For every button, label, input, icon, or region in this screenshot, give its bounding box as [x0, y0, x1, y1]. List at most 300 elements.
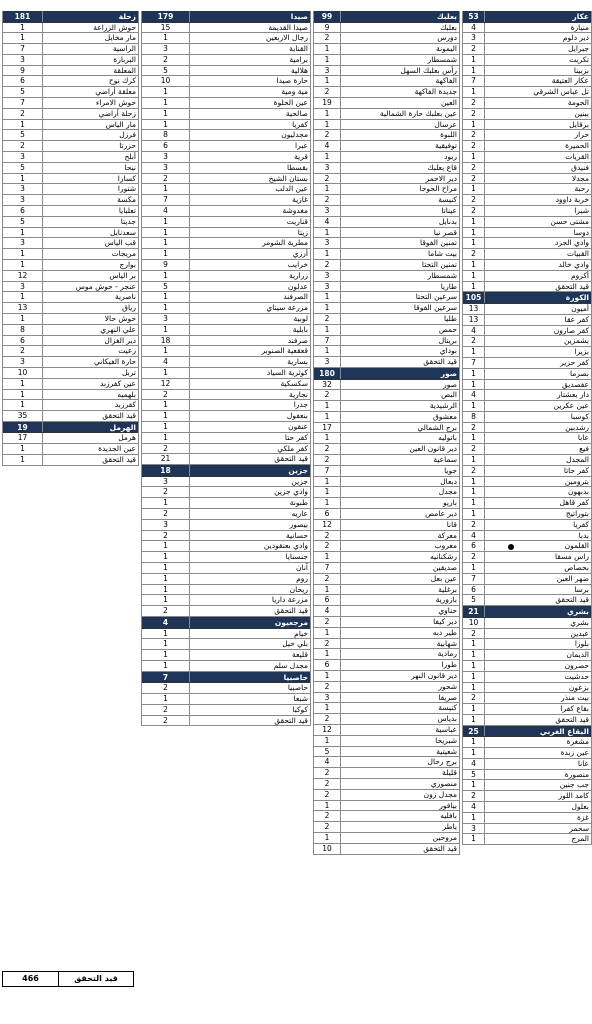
town-count: 1 [142, 411, 190, 421]
town-name: بلهميه [117, 389, 136, 399]
table-row [463, 563, 591, 574]
town-count: 1 [314, 801, 341, 811]
table-row [142, 629, 310, 640]
table-row [463, 552, 591, 563]
table-row [142, 595, 310, 606]
table-row [142, 228, 310, 239]
town-count: 35 [3, 411, 43, 421]
town-name: كوكبا [292, 704, 308, 714]
town-name: ببنين [574, 108, 589, 118]
town-name: رمادية [437, 649, 457, 659]
section-total: 105 [463, 292, 485, 303]
table-row [314, 260, 459, 271]
town-count: 8 [3, 325, 43, 335]
town-name: برسا [574, 584, 589, 594]
table-row [3, 314, 138, 325]
town-name: مجدل زون [423, 789, 457, 799]
table-row [142, 33, 310, 44]
town-name: رجال الاربعين [265, 33, 308, 43]
town-count: 1 [463, 672, 485, 682]
town-count: 1 [142, 249, 190, 259]
table-row [314, 184, 459, 195]
town-name: عين زبدة [560, 748, 589, 757]
town-name: حمص [438, 324, 457, 334]
town-count: 13 [3, 303, 43, 313]
table-row [142, 217, 310, 228]
town-name: بدبا [578, 530, 589, 540]
town-name: عين بعل [430, 573, 457, 583]
town-count: 1 [3, 455, 43, 465]
section-title: صيدا [290, 12, 308, 21]
table-row [314, 585, 459, 596]
section-title: الكورة [565, 293, 589, 303]
town-count: 1 [314, 412, 341, 422]
town-count: 1 [463, 184, 485, 194]
table-row [314, 357, 459, 368]
town-count: 1 [463, 639, 485, 649]
town-name: عكار العتيقة [551, 76, 589, 86]
town-count: 1 [463, 780, 485, 790]
town-name: دير الغزال [104, 335, 136, 345]
town-count: 1 [463, 487, 485, 497]
table-row [463, 336, 591, 347]
table-row [314, 98, 459, 109]
town-count: 2 [142, 509, 190, 519]
town-count: 1 [314, 109, 341, 119]
section-total: 180 [314, 368, 341, 379]
table-row [3, 23, 138, 34]
table-row [314, 477, 459, 488]
town-name: حناوي [438, 606, 457, 616]
town-name: المرج [571, 834, 589, 844]
table-row [314, 23, 459, 34]
section-total: 99 [314, 11, 341, 22]
town-name: طبونة [289, 498, 308, 508]
town-count: 2 [463, 195, 485, 205]
town-count: 2 [463, 130, 485, 140]
section-header [463, 292, 591, 304]
table-row [314, 574, 459, 585]
town-count: 1 [463, 433, 485, 443]
table-row [463, 326, 591, 337]
table-row [142, 563, 310, 574]
table-row [142, 694, 310, 705]
town-name: نجارية [289, 389, 308, 399]
table-row [142, 509, 310, 520]
table-row [142, 541, 310, 552]
table-row [463, 76, 591, 87]
section-title: جزين [288, 466, 308, 476]
town-count: 3 [3, 55, 43, 65]
town-name: رحبة [574, 184, 589, 194]
town-count: 2 [314, 130, 341, 140]
town-name: منصورة [564, 769, 589, 779]
table-row [463, 304, 591, 315]
table-row [142, 314, 310, 325]
table-row [314, 639, 459, 650]
town-count: 4 [314, 606, 341, 616]
town-name: القلمون [564, 541, 589, 551]
town-name: بترومين [564, 476, 589, 486]
town-count: 1 [142, 217, 190, 227]
town-count: 1 [463, 271, 485, 281]
town-count: 2 [314, 714, 341, 724]
table-row [142, 98, 310, 109]
table-row [142, 23, 310, 34]
town-count: 13 [463, 315, 485, 325]
town-count: 1 [142, 563, 190, 573]
table-row [463, 163, 591, 174]
table-row [463, 574, 591, 585]
town-name: مغدوشة [282, 206, 308, 216]
table-row [314, 346, 459, 357]
town-name: أرزي [292, 249, 308, 259]
town-count: 3 [314, 206, 341, 216]
town-count: 5 [314, 747, 341, 757]
table-row [142, 454, 310, 465]
town-name: اليمونة [436, 44, 457, 54]
town-name: بزبينا [573, 65, 589, 75]
town-name: سرعين التحتا [415, 292, 457, 302]
town-count: 4 [314, 217, 341, 227]
town-count: 1 [314, 44, 341, 54]
town-count: 3 [3, 282, 43, 292]
town-count: 10 [142, 76, 190, 86]
town-name: شبريحا [435, 735, 457, 745]
section-header [463, 606, 591, 618]
table-row [314, 801, 459, 812]
town-name: حارة الفيكاني [93, 357, 136, 367]
table-row [463, 824, 591, 835]
town-count: 3 [3, 357, 43, 367]
table-row [463, 130, 591, 141]
table-row [142, 357, 310, 368]
town-name: طاريا [440, 281, 457, 291]
table-row [463, 466, 591, 477]
town-count: 1 [142, 325, 190, 335]
town-count: 1 [3, 379, 43, 389]
town-count: 1 [314, 152, 341, 162]
town-name: معلقة أراضي [95, 87, 136, 97]
town-name: الديمان [566, 650, 589, 660]
town-count: 1 [142, 661, 190, 671]
town-name: تمنين الفوقا [420, 238, 457, 248]
table-row [463, 498, 591, 509]
table-row [3, 184, 138, 195]
town-name: العين [441, 98, 457, 108]
table-row [314, 487, 459, 498]
town-name: بدبهون [568, 487, 589, 497]
town-count: 2 [314, 87, 341, 97]
section-title: البقاع الغربي [539, 726, 589, 736]
town-count: 2 [314, 531, 341, 541]
table-row [142, 55, 310, 66]
town-count: 15 [142, 23, 190, 33]
table-row [463, 238, 591, 249]
table-row [3, 217, 138, 228]
table-row [314, 628, 459, 639]
town-name: بزعون [568, 682, 589, 692]
table-row [314, 303, 459, 314]
town-name: دبعال [440, 476, 457, 486]
town-count: 3 [314, 282, 341, 292]
town-name: عين الحلوة [273, 98, 308, 108]
town-name: حسانية [286, 530, 308, 540]
town-name: جديتا [120, 216, 136, 226]
town-count: 7 [142, 195, 190, 205]
town-name: كنيسة [438, 703, 457, 713]
section-total: 53 [463, 11, 485, 22]
table-row [463, 141, 591, 152]
bullet-mark [508, 544, 514, 550]
table-row [142, 184, 310, 195]
table-row [3, 76, 138, 87]
town-count: 1 [314, 55, 341, 65]
section-title: حاصبيا [283, 672, 308, 682]
table-row [3, 66, 138, 77]
town-count: 9 [142, 260, 190, 270]
town-count: 4 [463, 802, 485, 812]
town-name: صديقين [432, 563, 457, 573]
town-name: عانا [577, 758, 589, 768]
section-header [463, 726, 591, 738]
town-count: 3 [314, 693, 341, 703]
town-count: 1 [463, 120, 485, 130]
town-name: خرايب [287, 260, 308, 270]
town-count: 1 [463, 282, 485, 292]
table-row [3, 455, 138, 466]
table-row [142, 163, 310, 174]
town-count: 2 [314, 541, 341, 551]
table-row [314, 206, 459, 217]
town-count: 2 [142, 55, 190, 65]
table-row [3, 292, 138, 303]
town-count: 1 [3, 228, 43, 238]
town-name: صالحية [285, 108, 308, 118]
town-count: 4 [463, 759, 485, 769]
town-count: 1 [314, 736, 341, 746]
town-count: 7 [314, 336, 341, 346]
table-row [142, 238, 310, 249]
town-count: 1 [463, 87, 485, 97]
section-title: بشري [567, 607, 589, 617]
table-row [314, 649, 459, 660]
town-count: 2 [314, 682, 341, 692]
town-name: ياطر [442, 822, 457, 832]
table-row [463, 369, 591, 380]
town-name: مزرعة داريا [271, 595, 308, 605]
section-total: 18 [142, 465, 190, 476]
town-name: الحميرة [565, 141, 589, 151]
table-row [463, 585, 591, 596]
town-count: 2 [314, 195, 341, 205]
town-count: 1 [463, 369, 485, 379]
table-row [314, 55, 459, 66]
table-row [314, 238, 459, 249]
town-name: دير قانون النهر [411, 671, 457, 681]
table-row [314, 314, 459, 325]
table-row [463, 55, 591, 66]
town-count: 1 [142, 238, 190, 248]
town-count: 6 [314, 660, 341, 670]
town-count: 13 [463, 304, 485, 314]
table-row [314, 292, 459, 303]
table-row [142, 282, 310, 293]
town-name: حارة صيدا [276, 76, 308, 86]
table-row [142, 141, 310, 152]
table-row [3, 400, 138, 411]
table-row [3, 411, 138, 422]
table-row [3, 379, 138, 390]
town-count: 1 [463, 347, 485, 357]
town-count: 1 [142, 271, 190, 281]
town-count: 2 [314, 822, 341, 832]
town-name: كفر حزير [560, 357, 589, 367]
town-count: 3 [142, 477, 190, 487]
table-row [314, 606, 459, 617]
town-count: 17 [3, 433, 43, 443]
town-count: 4 [463, 23, 485, 33]
town-name: رأس بعلبك السهل [400, 65, 457, 75]
town-count: 1 [463, 55, 485, 65]
town-name: مزرعة سيناي [266, 303, 308, 313]
town-count: 6 [463, 585, 485, 595]
table-row [463, 315, 591, 326]
town-count: 2 [463, 44, 485, 54]
town-name: بابلية [292, 324, 308, 334]
table-row [314, 541, 459, 552]
table-row [142, 76, 310, 87]
town-count: 1 [463, 152, 485, 162]
table-row [3, 163, 138, 174]
table-row [314, 152, 459, 163]
town-name: كفر صارون [553, 325, 589, 335]
table-row [142, 650, 310, 661]
table-row [463, 423, 591, 434]
town-count: 2 [463, 98, 485, 108]
town-count: 2 [314, 768, 341, 778]
table-row [314, 271, 459, 282]
town-count: 3 [3, 184, 43, 194]
town-count: 2 [314, 574, 341, 584]
table-row [142, 661, 310, 672]
table-row [463, 595, 591, 606]
table-row [142, 477, 310, 488]
town-name: عين عكرين [553, 401, 589, 411]
table-row [314, 228, 459, 239]
town-name: كرك نوح [108, 76, 136, 86]
table-row [3, 55, 138, 66]
town-name: تل عباس الشرقي [533, 87, 589, 97]
table-row [142, 260, 310, 271]
town-count: 7 [3, 44, 43, 54]
town-name: دورس [437, 33, 457, 43]
town-name: جبرايل [568, 44, 589, 54]
town-name: فيع [579, 444, 589, 454]
town-name: حوش الزراعة [93, 22, 136, 32]
town-name: مجدل سلم [273, 660, 308, 670]
town-count: 1 [142, 552, 190, 562]
town-name: معركة [437, 530, 457, 540]
table-row [142, 109, 310, 120]
town-count: 1 [463, 683, 485, 693]
town-name: قعقعية الصنوبر [261, 346, 308, 356]
town-count: 4 [314, 141, 341, 151]
town-name: طير دبه [432, 627, 457, 637]
town-name: مراح الحوجا [419, 184, 457, 194]
table-row [142, 411, 310, 422]
table-row [314, 423, 459, 434]
table-row [463, 737, 591, 748]
town-count: 1 [314, 585, 341, 595]
town-count: 10 [463, 618, 485, 628]
table-row [3, 33, 138, 44]
table-row [142, 400, 310, 411]
town-name: قيد التحقق [102, 411, 136, 421]
table-row [314, 455, 459, 466]
table-row [463, 618, 591, 629]
table-row [314, 325, 459, 336]
table-row [463, 455, 591, 466]
town-count: 2 [463, 444, 485, 454]
town-name: بعلبك [440, 22, 457, 32]
town-name: المعلقة [113, 65, 136, 75]
section-header [314, 368, 459, 380]
town-count: 6 [314, 595, 341, 605]
town-name: قيد التحقق [423, 357, 457, 367]
town-count: 5 [3, 130, 43, 140]
town-name: الصرفند [283, 292, 308, 302]
table-row [463, 87, 591, 98]
town-name: دير قانون العين [409, 444, 457, 454]
town-name: عين بعلبك حارة الشمالية [379, 108, 457, 118]
town-name: البص [441, 390, 457, 400]
town-name: وادي خالد [558, 260, 589, 270]
town-count: 1 [314, 649, 341, 659]
town-count: 32 [314, 380, 341, 390]
town-count: 5 [3, 217, 43, 227]
town-name: بصرما [569, 368, 589, 378]
town-name: دار بعشتار [557, 390, 589, 400]
town-name: شبعا [293, 694, 308, 704]
column-saida-jezzine [141, 11, 311, 726]
town-count: 6 [3, 336, 43, 346]
table-row [3, 346, 138, 357]
town-count: 8 [142, 130, 190, 140]
town-name: مجدلا [571, 173, 589, 183]
town-name: دير عامص [425, 509, 457, 519]
town-count: 1 [314, 325, 341, 335]
town-count: 2 [463, 693, 485, 703]
table-row [463, 66, 591, 77]
town-count: 4 [463, 531, 485, 541]
town-name: مار الياس [105, 119, 136, 129]
town-name: كسارا [117, 173, 136, 183]
town-name: كامد اللوز [558, 791, 589, 801]
town-count: 2 [314, 790, 341, 800]
town-name: ضهر العين [556, 573, 589, 583]
section-header [3, 11, 138, 23]
table-row [463, 672, 591, 683]
table-row [463, 120, 591, 131]
town-count: 1 [314, 303, 341, 313]
town-name: سرعين الفوقا [413, 303, 457, 313]
table-row [3, 141, 138, 152]
town-count: 1 [3, 292, 43, 302]
table-row [314, 66, 459, 77]
table-row [142, 346, 310, 357]
town-count: 2 [463, 791, 485, 801]
